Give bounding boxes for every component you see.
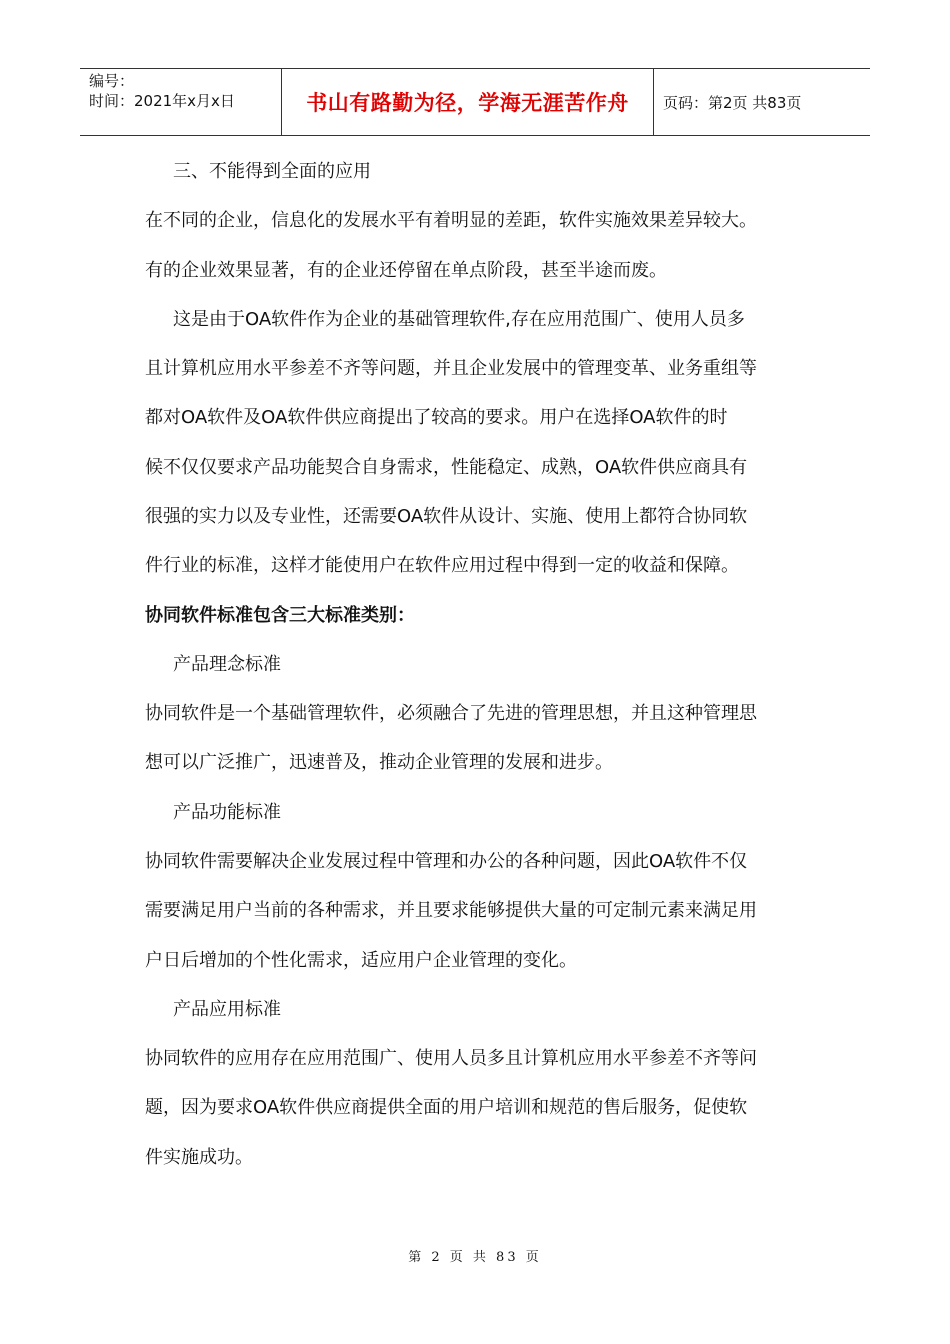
paragraph-line: 件实施成功。 — [145, 1147, 253, 1168]
number-label: 编号： — [89, 72, 135, 90]
page-header — [80, 68, 870, 136]
header-meta-cell — [80, 69, 282, 135]
paragraph-line: 题，因为要求OA软件供应商提供全面的用户培训和规范的售后服务，促使软 — [145, 1097, 748, 1118]
paragraph-line: 协同软件需要解决企业发展过程中管理和办公的各种问题，因此OA软件不仅 — [145, 851, 748, 872]
paragraph-line: 户日后增加的个性化需求，适应用户企业管理的变化。 — [145, 950, 577, 971]
subheading-application: 产品应用标准 — [173, 999, 281, 1020]
bold-heading: 协同软件标准包含三大标准类别： — [145, 605, 415, 626]
header-motto-cell — [282, 69, 654, 135]
page-info: 页码：第2页 共83页 — [663, 93, 802, 112]
paragraph-line: 候不仅仅要求产品功能契合自身需求，性能稳定、成熟，OA软件供应商具有 — [145, 457, 748, 478]
paragraph-line: 件行业的标准，这样才能使用户在软件应用过程中得到一定的收益和保障。 — [145, 555, 739, 576]
paragraph-line: 有的企业效果显著，有的企业还停留在单点阶段，甚至半途而废。 — [145, 260, 667, 281]
paragraph-line: 在不同的企业，信息化的发展水平有着明显的差距，软件实施效果差异较大。 — [145, 210, 757, 231]
subheading-concept: 产品理念标准 — [173, 654, 281, 675]
time-label: 时间：2021年x月x日 — [89, 92, 235, 110]
paragraph-line: 都对OA软件及OA软件供应商提出了较高的要求。用户在选择OA软件的时 — [145, 407, 728, 428]
section-heading: 三、不能得到全面的应用 — [173, 161, 371, 182]
paragraph-line: 这是由于OA软件作为企业的基础管理软件,存在应用范围广、使用人员多 — [173, 309, 745, 330]
paragraph-line: 且计算机应用水平参差不齐等问题，并且企业发展中的管理变革、业务重组等 — [145, 358, 757, 379]
paragraph-line: 想可以广泛推广，迅速普及，推动企业管理的发展和进步。 — [145, 752, 613, 773]
paragraph-line: 协同软件的应用存在应用范围广、使用人员多且计算机应用水平参差不齐等问 — [145, 1048, 757, 1069]
motto-text: 书山有路勤为径，学海无涯苦作舟 — [306, 91, 629, 115]
page-footer — [0, 1246, 950, 1265]
paragraph-line: 很强的实力以及专业性，还需要OA软件从设计、实施、使用上都符合协同软 — [145, 506, 748, 527]
footer-page-number: 第 2 页 共 83 页 — [408, 1250, 542, 1265]
paragraph-line: 需要满足用户当前的各种需求，并且要求能够提供大量的可定制元素来满足用 — [145, 900, 757, 921]
header-page-cell — [654, 69, 870, 135]
subheading-function: 产品功能标准 — [173, 802, 281, 823]
paragraph-line: 协同软件是一个基础管理软件，必须融合了先进的管理思想，并且这种管理思 — [145, 703, 757, 724]
